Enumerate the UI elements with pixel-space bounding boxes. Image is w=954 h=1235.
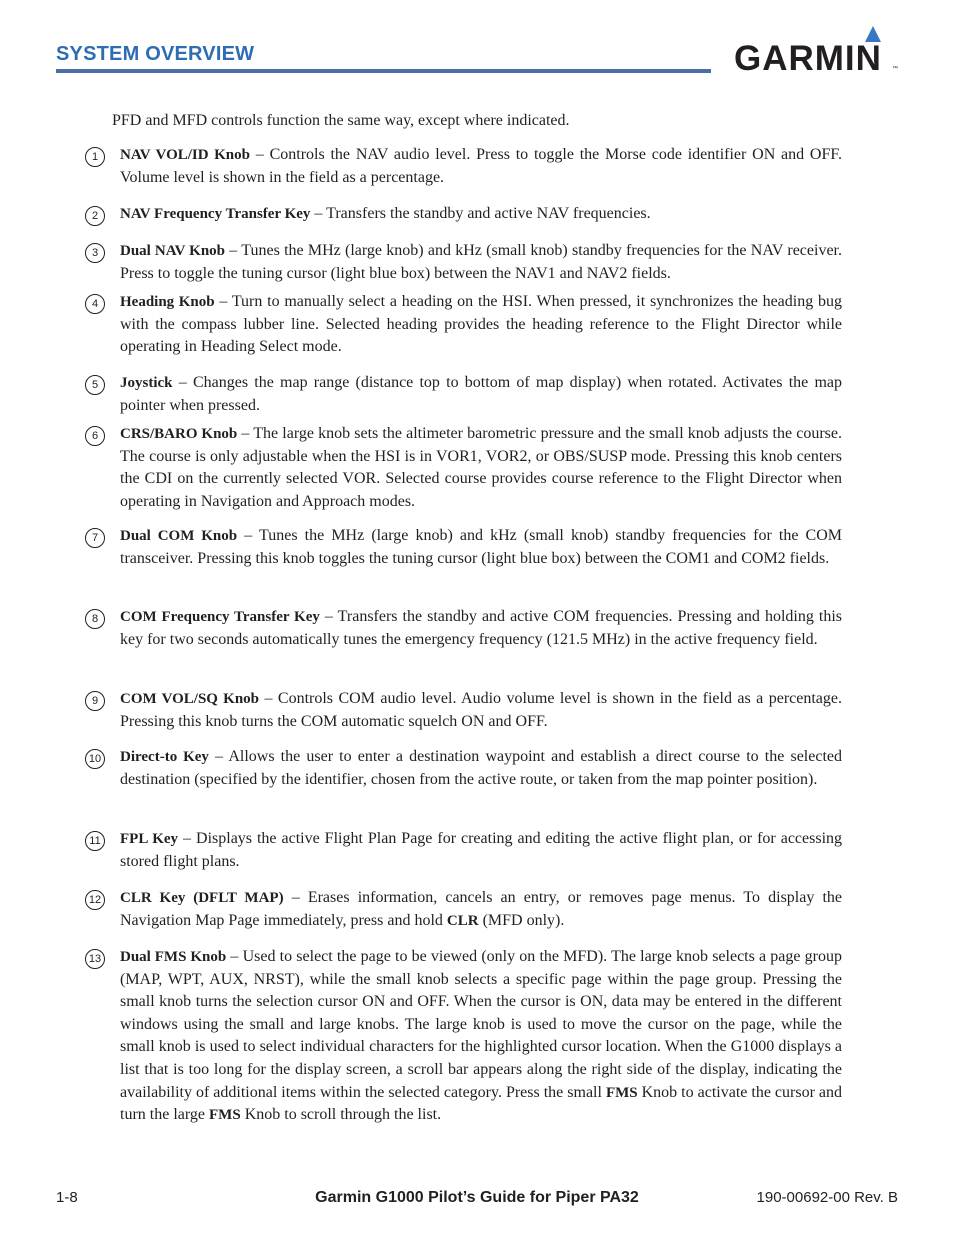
item-number-badge: 11 xyxy=(85,831,105,851)
item-term: Direct-to Key xyxy=(120,749,209,765)
section-title: SYSTEM OVERVIEW xyxy=(56,43,255,65)
item-number-badge: 2 xyxy=(85,206,105,226)
item-text-tail: (MFD only). xyxy=(478,911,565,929)
item-term: COM Frequency Transfer Key xyxy=(120,609,320,625)
item-separator: – xyxy=(237,425,254,442)
item-separator: – xyxy=(283,889,308,906)
item-description xyxy=(120,946,842,1127)
item-term: FPL Key xyxy=(120,831,179,847)
item-text: Controls the NAV audio level. Press to toggle the Morse code identifier ON and OFF. Volume level is shown in the field as a percentage. xyxy=(120,146,843,186)
item-text-tail: Knob to scroll through the list. xyxy=(240,1106,442,1124)
item-separator: – xyxy=(178,830,197,847)
item-description xyxy=(120,606,842,651)
item-separator: – xyxy=(319,608,338,625)
item-text: Changes the map range (distance top to bottom of map display) when rotated. Activates the map pointer when pressed. xyxy=(120,374,842,414)
item-text: Displays the active Flight Plan Page for creating and editing the active flight plan, or for accessing stored flight plans. xyxy=(120,830,843,870)
item-separator: – xyxy=(259,690,278,707)
item-text: Transfers the standby and active COM frequencies. Pressing and holding this key for two seconds automatically tunes the emergency frequency (121.5 MHz) in the active frequency field. xyxy=(120,608,842,648)
item-number-badge: 9 xyxy=(85,691,105,711)
item-number-badge: 13 xyxy=(85,949,105,969)
header-rule xyxy=(56,69,711,73)
item-term: CLR Key (DFLT MAP) xyxy=(120,890,284,906)
item-term: Dual COM Knob xyxy=(120,528,238,544)
item-description xyxy=(120,372,842,417)
item-text: The large knob sets the altimeter barometric pressure and the small knob adjusts the course. The course is only adjustable when the HSI is in VOR1, VOR2, or OBS/SUSP mode. Pressing this knob centers the CDI on the currently selected VOR. Selected course provides course reference to the Flight Director when operating in Navigation and Approach modes. xyxy=(120,425,842,510)
item-text: Tunes the MHz (large knob) and kHz (small knob) standby frequencies for the NAV receiver. Press to toggle the tuning cursor (light blue box) between the NAV1 and NAV2 fields. xyxy=(120,242,842,282)
item-description xyxy=(120,688,842,733)
item-number-badge: 4 xyxy=(85,294,105,314)
item-number-badge: 5 xyxy=(85,375,105,395)
item-separator: – xyxy=(208,748,229,765)
item-term: CRS/BARO Knob xyxy=(120,426,238,442)
item-separator: – xyxy=(250,146,270,163)
item-text: Controls COM audio level. Audio volume level is shown in the field as a percentage. Pressing this knob turns the COM automatic squelch ON and OFF. xyxy=(120,690,843,730)
item-term: Joystick xyxy=(120,375,173,391)
item-number-badge: 12 xyxy=(85,890,105,910)
item-text: Allows the user to enter a destination waypoint and establish a direct course to the selected destination (specified by the identifier, chosen from the active route, or taken from the map pointer position). xyxy=(120,748,842,788)
item-text: Transfers the standby and active NAV frequencies. xyxy=(326,205,651,222)
item-description xyxy=(120,887,842,932)
item-description xyxy=(120,291,842,359)
item-description xyxy=(120,423,842,513)
item-term: COM VOL/SQ Knob xyxy=(120,691,260,707)
garmin-logo xyxy=(734,26,900,78)
item-separator: – xyxy=(226,948,243,965)
page-number: 1-8 xyxy=(56,1189,78,1206)
item-number-badge: 3 xyxy=(85,243,105,263)
item-number-badge: 6 xyxy=(85,426,105,446)
intro-paragraph: PFD and MFD controls function the same way, except where indicated. xyxy=(112,112,570,129)
item-separator: – xyxy=(237,527,260,544)
item-text-middle: Knob to activate the cursor and turn the large xyxy=(120,1083,842,1124)
item-term: Dual NAV Knob xyxy=(120,243,226,259)
item-text: Turn to manually select a heading on the HSI. When pressed, it synchronizes the heading bug with the compass lubber line. Selected heading provides the heading reference to the Flight Director while operating in Heading Select mode. xyxy=(120,293,842,356)
item-term: NAV VOL/ID Knob xyxy=(120,147,250,163)
item-separator: – xyxy=(214,293,232,310)
item-description xyxy=(120,203,842,226)
item-term: Dual FMS Knob xyxy=(120,949,227,965)
key-name-fms: FMS xyxy=(209,1107,241,1124)
guide-title: Garmin G1000 Pilot’s Guide for Piper PA32 xyxy=(315,1189,639,1206)
item-text: Erases information, cancels an entry, or removes page menus. To display the Navigation Map Page immediately, press and hold xyxy=(120,889,843,929)
item-text: Tunes the MHz (large knob) and kHz (small knob) standby frequencies for the COM transceiver. Pressing this knob toggles the tuning cursor (light blue box) between the COM1 and COM2 fields. xyxy=(120,527,842,567)
item-separator: – xyxy=(225,242,242,259)
logo-trademark: ™ xyxy=(892,66,898,72)
item-description xyxy=(120,746,842,791)
item-description xyxy=(120,240,842,285)
item-term: Heading Knob xyxy=(120,294,215,310)
item-separator: – xyxy=(310,205,327,222)
item-term: NAV Frequency Transfer Key xyxy=(120,206,311,222)
item-number-badge: 7 xyxy=(85,528,105,548)
logo-wordmark: GARMIN xyxy=(734,39,882,78)
item-text: Used to select the page to be viewed (only on the MFD). The large knob selects a page group (MAP, WPT, AUX, NRST), while the small knob selects a specific page within the page group. Pressing the small knob turns the selection cursor ON and OFF. When the cursor is ON, data may be entered in the different windows using the small and large knobs. The large knob is used to move the cursor on the page, while the small knob is used to select individual characters for the highlighted cursor location. When the G1000 displays a list that is too long for the display screen, a scroll bar appears along the right side of the display, indicating the availability of additional items within the selected category. Press the small xyxy=(120,948,843,1101)
item-number-badge: 10 xyxy=(85,749,105,769)
item-number-badge: 1 xyxy=(85,147,105,167)
key-name-fms: FMS xyxy=(605,1084,638,1101)
item-number-badge: 8 xyxy=(85,609,105,629)
item-description xyxy=(120,525,842,570)
item-separator: – xyxy=(172,374,193,391)
key-name-clr: CLR xyxy=(446,912,479,929)
item-description xyxy=(120,144,842,189)
document-number: 190-00692-00 Rev. B xyxy=(756,1189,898,1206)
item-description xyxy=(120,828,842,873)
